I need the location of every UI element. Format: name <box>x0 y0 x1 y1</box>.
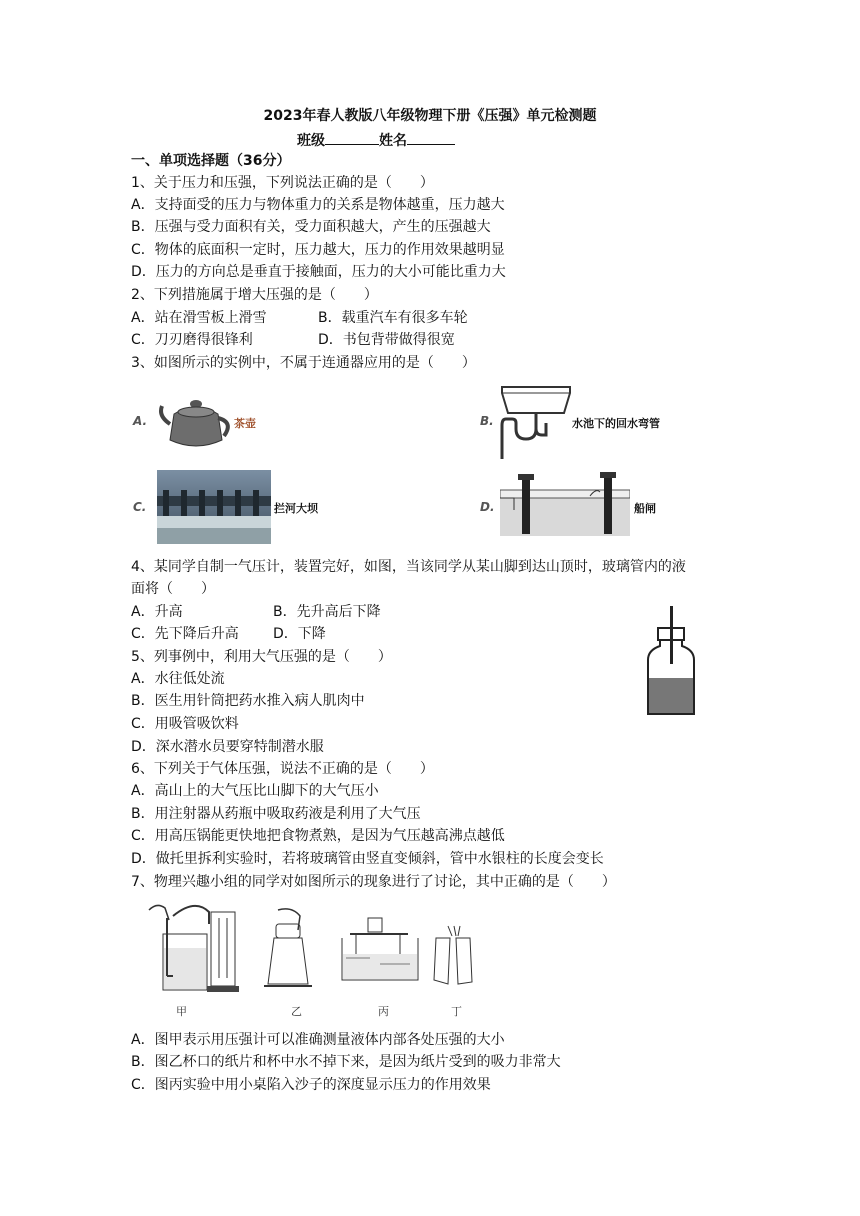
q4-option-b[interactable]: B．先升高后下降 <box>273 604 381 620</box>
teapot-figure[interactable] <box>156 390 234 452</box>
q6-stem: 6、下列关于气体压强，说法不正确的是（ ） <box>131 761 434 777</box>
fig-d-letter: D. <box>480 500 495 514</box>
q7-option-c[interactable]: C．图丙实验中用小桌陷入沙子的深度显示压力的作用效果 <box>131 1077 491 1093</box>
q1-option-d[interactable]: D．压力的方向总是垂直于接触面，压力的大小可能比重力大 <box>131 264 506 280</box>
q1-stem: 1、关于压力和压强，下列说法正确的是（ ） <box>131 175 434 191</box>
q1-option-a[interactable]: A．支持面受的压力与物体重力的关系是物体越重，压力越大 <box>131 197 505 213</box>
fig-b-label: 水池下的回水弯管 <box>572 417 660 430</box>
two-papers-figure[interactable] <box>430 924 476 994</box>
fig-yi-caption: 乙 <box>291 1005 302 1018</box>
table-in-sand-figure[interactable] <box>340 914 420 984</box>
q4-stem-line1: 4、某同学自制一气压计，装置完好，如图，当该同学从某山脚到达山顶时，玻璃管内的液 <box>131 559 686 575</box>
q2-option-a[interactable]: A．站在滑雪板上滑雪 <box>131 310 267 326</box>
fig-c-label: 拦河大坝 <box>274 502 318 515</box>
barometer-bottle-figure[interactable] <box>644 606 700 718</box>
q4-option-c[interactable]: C．先下降后升高 <box>131 626 239 642</box>
class-label: 班级 <box>297 133 325 149</box>
fig-c-letter: C. <box>133 500 147 514</box>
class-blank[interactable] <box>325 130 379 145</box>
q1-option-c[interactable]: C．物体的底面积一定时，压力越大，压力的作用效果越明显 <box>131 242 505 258</box>
q5-option-c[interactable]: C．用吸管吸饮料 <box>131 716 239 732</box>
q5-stem: 5、列事例中，利用大气压强的是（ ） <box>131 649 392 665</box>
dam-photo[interactable] <box>157 470 271 544</box>
q6-option-c[interactable]: C．用高压锅能更快地把食物煮熟，是因为气压越高沸点越低 <box>131 828 505 844</box>
fig-b-letter: B. <box>480 414 494 428</box>
q5-option-a[interactable]: A．水往低处流 <box>131 671 225 687</box>
q2-option-b[interactable]: B．载重汽车有很多车轮 <box>318 310 468 326</box>
q6-option-a[interactable]: A．高山上的大气压比山脚下的大气压小 <box>131 783 379 799</box>
q7-option-a[interactable]: A．图甲表示用压强计可以准确测量液体内部各处压强的大小 <box>131 1032 505 1048</box>
q4-option-a[interactable]: A．升高 <box>131 604 183 620</box>
q5-option-d[interactable]: D．深水潜水员要穿特制潜水服 <box>131 739 324 755</box>
class-name-line <box>297 130 455 150</box>
pressure-gauge-figure[interactable] <box>145 898 245 998</box>
q2-option-c[interactable]: C．刀刃磨得很锋利 <box>131 332 253 348</box>
q2-option-d[interactable]: D．书包背带做得很宽 <box>318 332 455 348</box>
q7-option-b[interactable]: B．图乙杯口的纸片和杯中水不掉下来，是因为纸片受到的吸力非常大 <box>131 1054 561 1070</box>
fig-ding-caption: 丁 <box>451 1005 462 1018</box>
q4-option-d[interactable]: D．下降 <box>273 626 326 642</box>
name-blank[interactable] <box>407 130 455 145</box>
q6-option-b[interactable]: B．用注射器从药瓶中吸取药液是利用了大气压 <box>131 806 421 822</box>
q3-stem: 3、如图所示的实例中，不属于连通器应用的是（ ） <box>131 355 476 371</box>
inverted-cup-figure[interactable] <box>262 906 314 990</box>
name-label: 姓名 <box>379 133 407 149</box>
section-heading-single-choice: 一、单项选择题（36分） <box>131 153 291 169</box>
q5-option-b[interactable]: B．医生用针筒把药水推入病人肌肉中 <box>131 693 365 709</box>
q7-stem: 7、物理兴趣小组的同学对如图所示的现象进行了讨论，其中正确的是（ ） <box>131 874 616 890</box>
fig-d-label: 船闸 <box>634 502 656 515</box>
fig-jia-caption: 甲 <box>176 1005 187 1018</box>
ship-lock-figure[interactable] <box>500 470 630 536</box>
q2-stem: 2、下列措施属于增大压强的是（ ） <box>131 287 378 303</box>
q4-stem-line2: 面将（ ） <box>131 581 215 597</box>
q1-option-b[interactable]: B．压强与受力面积有关，受力面积越大，产生的压强越大 <box>131 219 491 235</box>
fig-bing-caption: 丙 <box>378 1005 389 1018</box>
q6-option-d[interactable]: D．做托里拆利实验时，若将玻璃管由竖直变倾斜，管中水银柱的长度会变长 <box>131 851 604 867</box>
page-title: 2023年春人教版八年级物理下册《压强》单元检测题 <box>263 108 597 124</box>
fig-a-letter: A. <box>133 414 148 428</box>
fig-a-label: 茶壶 <box>234 417 256 430</box>
sink-trap-figure[interactable] <box>498 383 574 461</box>
